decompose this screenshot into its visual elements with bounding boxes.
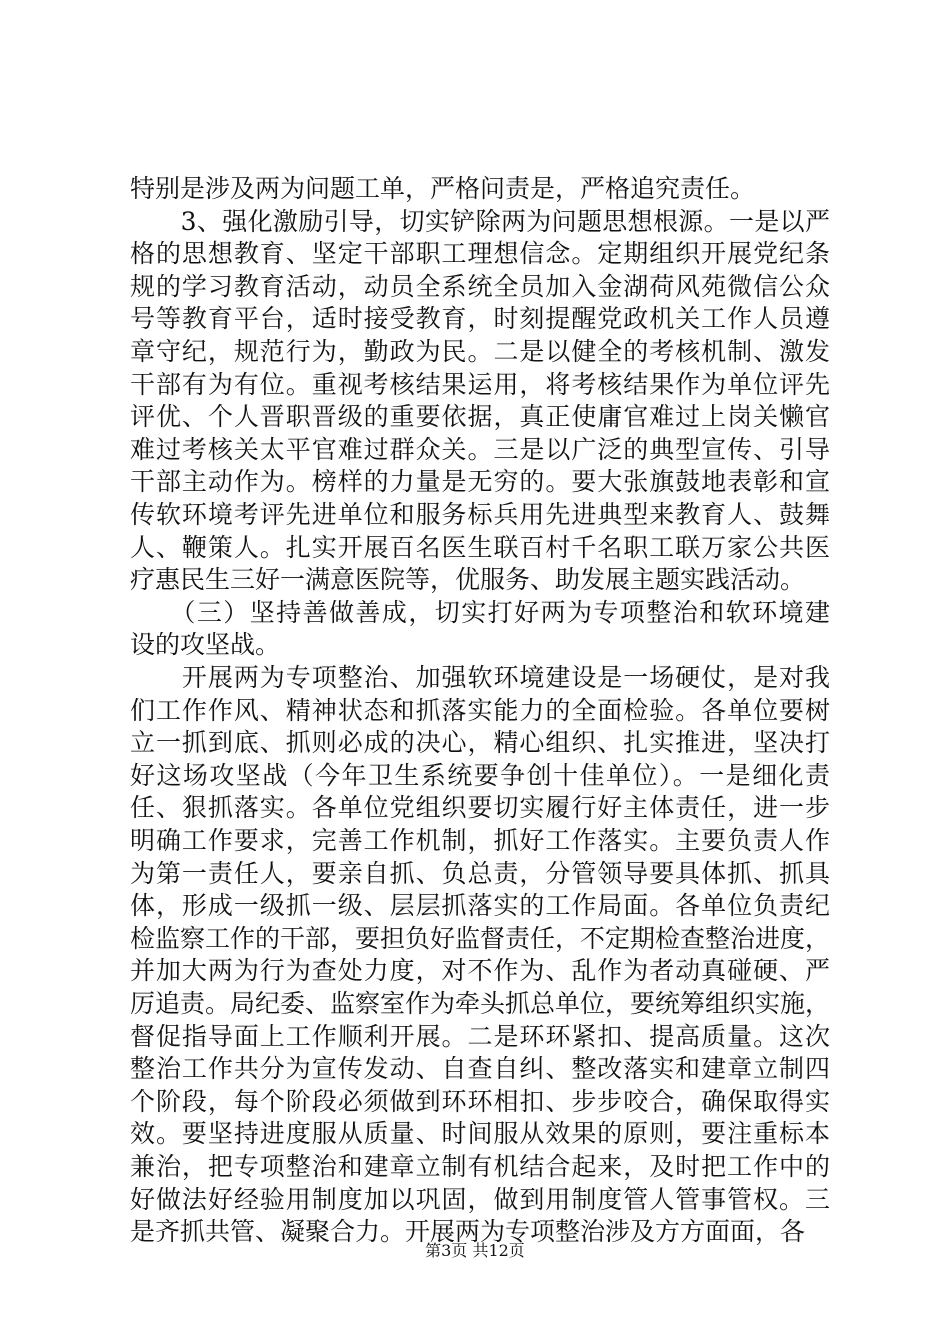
text-line: 立一抓到底、抓则必成的决心，精心组织、扎实推进，坚决打	[130, 728, 830, 758]
text-line: 开展两为专项整治、加强软环境建设是一场硬仗，是对我	[130, 663, 830, 692]
text-line: 格的思想教育、坚定干部职工理想信念。定期组织开展党纪条	[130, 239, 830, 269]
text-line: 兼治，把专项整治和建章立制有机结合起来，及时把工作中的	[130, 1152, 830, 1181]
text-line: 厉追责。局纪委、监察室作为牵头抓总单位，要统筹组织实施，	[130, 989, 830, 1018]
text-line: 人、鞭策人。扎实开展百名医生联百村千名职工联万家公共医	[130, 532, 830, 562]
text-line: 明确工作要求，完善工作机制，抓好工作落实。主要负责人作	[130, 826, 830, 855]
text-line: 干部有为有位。重视考核结果运用，将考核结果作为单位评先	[130, 369, 830, 399]
text-line: 好做法好经验用制度加以巩固，做到用制度管人管事管权。三	[130, 1184, 830, 1214]
text-line: 号等教育平台，适时接受教育，时刻提醒党政机关工作人员遵	[130, 304, 830, 334]
text-line: 是齐抓共管、凝聚合力。开展两为专项整治涉及方方面面，各	[130, 1217, 806, 1247]
page-footer: 第3页 共12页	[425, 1241, 525, 1260]
text-line: 评优、个人晋职晋级的重要依据，真正使庸官难过上岗关懒官	[130, 402, 830, 432]
text-line: 传软环境考评先进单位和服务标兵用先进典型来教育人、鼓舞	[130, 500, 830, 529]
text-line: 督促指导面上工作顺利开展。二是环环紧扣、提高质量。这次	[130, 1021, 830, 1051]
text-line: 规的学习教育活动，动员全系统全员加入金湖荷风苑微信公众	[130, 271, 830, 301]
text-line: 设的攻坚战。	[130, 630, 281, 660]
text-line: 任、狠抓落实。各单位党组织要切实履行好主体责任，进一步	[130, 793, 830, 823]
text-line: 3、强化激励引导，切实铲除两为问题思想根源。一是以严	[130, 206, 830, 236]
text-line: 整治工作共分为宣传发动、自查自纠、整改落实和建章立制四	[130, 1054, 830, 1084]
text-line: 干部主动作为。榜样的力量是无穷的。要大张旗鼓地表彰和宣	[130, 467, 830, 497]
text-line: 章守纪，规范行为，勤政为民。二是以健全的考核机制、激发	[130, 337, 830, 366]
text-line: 并加大两为行为查处力度，对不作为、乱作为者动真碰硬、严	[130, 956, 830, 986]
text-line: 难过考核关太平官难过群众关。三是以广泛的典型宣传、引导	[130, 434, 830, 464]
text-line: 效。要坚持进度服从质量、时间服从效果的原则，要注重标本	[130, 1119, 830, 1149]
text-line: 个阶段，每个阶段必须做到环环相扣、步步咬合，确保取得实	[130, 1086, 830, 1116]
text-line: 体，形成一级抓一级、层层抓落实的工作局面。各单位负责纪	[130, 891, 830, 921]
text-line: 特别是涉及两为问题工单，严格问责是，严格追究责任。	[130, 174, 756, 203]
text-line: （三）坚持善做善成，切实打好两为专项整治和软环境建	[130, 597, 830, 627]
text-line: 检监察工作的干部，要担负好监督责任，不定期检查整治进度，	[130, 923, 830, 953]
text-line: 好这场攻坚战（今年卫生系统要争创十佳单位）。一是细化责	[130, 760, 830, 790]
text-line: 为第一责任人，要亲自抓、负总责，分管领导要具体抓、抓具	[130, 858, 830, 888]
text-line: 们工作作风、精神状态和抓落实能力的全面检验。各单位要树	[130, 695, 830, 725]
text-line: 疗惠民生三好一满意医院等，优服务、助发展主题实践活动。	[130, 565, 806, 595]
